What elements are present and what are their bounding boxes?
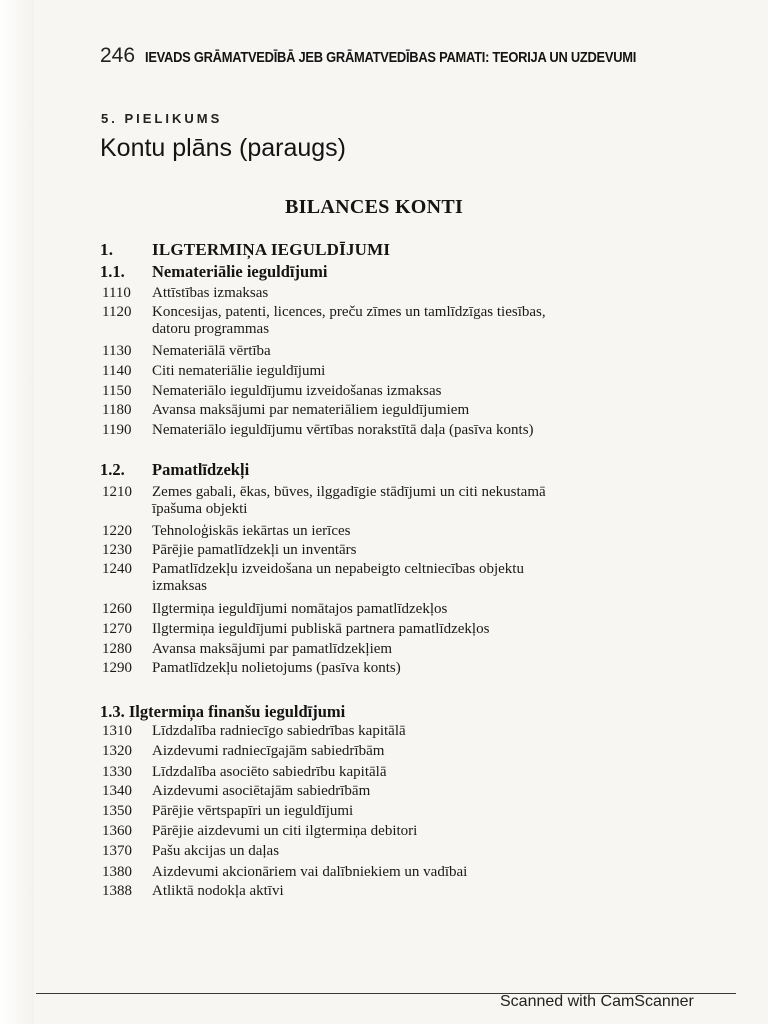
account-code: 1320 [102, 743, 132, 759]
account-code: 1120 [102, 304, 132, 320]
account-code: 1210 [102, 484, 132, 500]
account-code: 1220 [102, 523, 132, 539]
page-edge-shadow [0, 0, 34, 1024]
group-heading [100, 240, 390, 260]
account-code: 1230 [102, 542, 132, 558]
account-name: Aizdevumi asociētajām sabiedrībām [152, 783, 371, 799]
account-row [102, 343, 662, 360]
group-title: ILGTERMIŅA IEGULDĪJUMI [152, 240, 391, 259]
account-code: 1260 [102, 601, 132, 617]
subgroup-title: Ilgtermiņa finanšu ieguldījumi [128, 702, 346, 721]
account-code: 1190 [102, 422, 132, 438]
page-number: 246 [100, 44, 136, 67]
account-code: 1360 [102, 823, 132, 839]
account-name: Pašu akcijas un daļas [152, 843, 280, 859]
account-name: Tehnoloģiskās iekārtas un ierīces [152, 523, 351, 539]
appendix-label: 5. PIELIKUMS [101, 111, 223, 126]
subgroup-title: Nemateriālie ieguldījumi [152, 262, 328, 281]
account-code: 1370 [102, 843, 132, 859]
account-row [102, 561, 662, 595]
account-name: Pamatlīdzekļu izveidošana un nepabeigto celtniecības objektu [152, 561, 524, 577]
account-name: Zemes gabali, ēkas, būves, ilggadīgie stādījumi un citi nekustamā [152, 484, 546, 500]
account-code: 1380 [102, 864, 132, 880]
account-row [102, 864, 662, 881]
account-row [102, 803, 662, 820]
account-name: Nemateriālo ieguldījumu vērtības norakstītā daļa (pasīva konts) [152, 422, 534, 438]
subgroup-heading [100, 460, 249, 480]
scanner-watermark: Scanned with CamScanner [500, 993, 694, 1010]
group-number: 1. [100, 240, 114, 259]
account-row [102, 783, 662, 800]
account-name: Pārējie aizdevumi un citi ilgtermiņa debitori [152, 823, 418, 839]
account-row [102, 285, 662, 302]
account-name: Pamatlīdzekļu nolietojums (pasīva konts) [152, 660, 401, 676]
account-code: 1180 [102, 402, 132, 418]
account-row [102, 641, 662, 658]
account-name-continued: datoru programmas [152, 321, 270, 337]
account-name: Līdzdalība radniecīgo sabiedrības kapitālā [152, 723, 406, 739]
account-code: 1110 [102, 285, 131, 301]
account-name: Nemateriālo ieguldījumu izveidošanas izmaksas [152, 383, 442, 399]
account-name-continued: izmaksas [152, 578, 207, 594]
account-row [102, 422, 662, 439]
subgroup-number: 1.1. [100, 262, 125, 281]
account-name: Aizdevumi radniecīgajām sabiedrībām [152, 743, 385, 759]
account-row [102, 402, 662, 419]
account-code: 1240 [102, 561, 132, 577]
running-header [100, 44, 720, 68]
account-name: Pārējie pamatlīdzekļi un inventārs [152, 542, 357, 558]
account-code: 1150 [102, 383, 132, 399]
subgroup-title: Pamatlīdzekļi [152, 460, 250, 479]
account-row [102, 743, 662, 760]
subgroup-heading [100, 262, 328, 282]
account-row [102, 764, 662, 781]
account-name: Pārējie vērtspapīri un ieguldījumi [152, 803, 354, 819]
account-row [102, 383, 662, 400]
account-code: 1388 [102, 883, 132, 899]
account-name: Ilgtermiņa ieguldījumi nomātajos pamatlīdzekļos [152, 601, 448, 617]
subgroup-heading [100, 702, 345, 722]
account-name: Avansa maksājumi par nemateriāliem ieguldījumiem [152, 402, 470, 418]
subgroup-number: 1.2. [100, 460, 125, 479]
account-name: Attīstības izmaksas [152, 285, 269, 301]
account-name: Avansa maksājumi par pamatlīdzekļiem [152, 641, 393, 657]
account-name: Citi nemateriālie ieguldījumi [152, 363, 326, 379]
account-code: 1340 [102, 783, 132, 799]
account-code: 1310 [102, 723, 132, 739]
account-code: 1330 [102, 764, 132, 780]
account-code: 1270 [102, 621, 132, 637]
account-code: 1130 [102, 343, 132, 359]
account-code: 1280 [102, 641, 132, 657]
account-row [102, 484, 662, 518]
account-name: Līdzdalība asociēto sabiedrību kapitālā [152, 764, 387, 780]
subgroup-number: 1.3. [100, 702, 125, 721]
account-row [102, 723, 662, 740]
account-name-continued: īpašuma objekti [152, 501, 248, 517]
account-name: Koncesijas, patenti, licences, preču zīmes un tamlīdzīgas tiesības, [152, 304, 546, 320]
account-row [102, 601, 662, 618]
account-name: Aizdevumi akcionāriem vai dalībniekiem un vadībai [152, 864, 468, 880]
account-name: Ilgtermiņa ieguldījumi publiskā partnera pamatlīdzekļos [152, 621, 490, 637]
account-row [102, 363, 662, 380]
account-code: 1350 [102, 803, 132, 819]
account-row [102, 843, 662, 860]
section-title: BILANCES KONTI [285, 196, 464, 218]
account-row [102, 660, 662, 677]
account-row [102, 304, 662, 338]
account-name: Nemateriālā vērtība [152, 343, 271, 359]
account-row [102, 542, 662, 559]
account-code: 1290 [102, 660, 132, 676]
account-row [102, 523, 662, 540]
appendix-title: Kontu plāns (paraugs) [100, 134, 346, 162]
account-row [102, 823, 662, 840]
account-row [102, 621, 662, 638]
account-name: Atliktā nodokļa aktīvi [152, 883, 284, 899]
book-title: IEVADS GRĀMATVEDĪBĀ JEB GRĀMATVEDĪBAS PAMATI: TEORIJA UN UZDEVUMI [145, 49, 637, 66]
account-code: 1140 [102, 363, 132, 379]
account-row [102, 883, 662, 900]
